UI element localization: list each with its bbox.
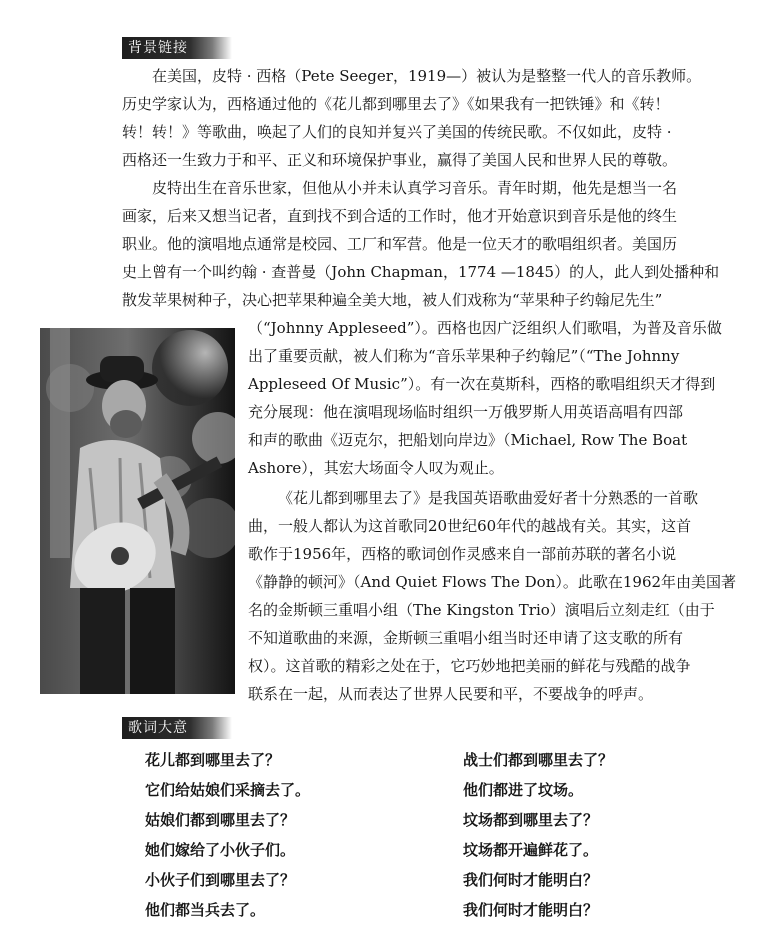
paragraph-line: 联系在一起，从而表达了世界人民要和平，不要战争的呼声。 xyxy=(248,685,654,703)
lyric-line: 它们给姑娘们采摘去了。 xyxy=(145,781,311,799)
background-section-header: 背景链接 xyxy=(122,37,232,59)
lyric-line: 坟场都到哪里去了？ xyxy=(463,811,599,829)
lyrics-body xyxy=(0,750,772,943)
lyric-line: 坟场都开遍鲜花了。 xyxy=(463,841,599,859)
lyric-line: 他们都进了坟场。 xyxy=(463,781,584,799)
lyrics-section-header: 歌词大意 xyxy=(122,717,232,739)
paragraph-line: 画家，后来又想当记者，直到找不到合适的工作时，他才开始意识到音乐是他的终生 xyxy=(122,207,678,225)
paragraph-line: 史上曾有一个叫约翰 · 查普曼（John Chapman，1774 —1845）的人，此人到处播种和 xyxy=(122,263,720,281)
paragraph-line: Ashore），其宏大场面令人叹为观止。 xyxy=(248,459,504,477)
paragraph-line: 出了重要贡献，被人们称为“音乐苹果种子约翰尼”（“The Johnny xyxy=(248,347,680,365)
paragraph-line: （“Johnny Appleseed”）。西格也因广泛组织人们歌唱，为普及音乐做 xyxy=(248,319,722,337)
man-playing-guitar-photo xyxy=(40,328,235,694)
paragraph-line: 散发苹果树种子，决心把苹果种遍全美大地，被人们戏称为“苹果种子约翰尼先生” xyxy=(122,291,663,309)
paragraph-line: 皮特出生在音乐世家，但他从小并未认真学习音乐。青年时期，他先是想当一名 xyxy=(152,179,678,197)
paragraph-line: 历史学家认为，西格通过他的《花儿都到哪里去了》《如果我有一把铁锤》和《转！ xyxy=(122,95,670,113)
paragraph-line: Appleseed Of Music”）。有一次在莫斯科，西格的歌唱组织天才得到 xyxy=(248,375,716,393)
lyric-line: 姑娘们都到哪里去了？ xyxy=(145,811,296,829)
paragraph-line: 《花儿都到哪里去了》是我国英语歌曲爱好者十分熟悉的一首歌 xyxy=(278,489,699,507)
paragraph-line: 名的金斯顿三重唱小组（The Kingston Trio）演唱后立刻走红（由于 xyxy=(248,601,715,619)
paragraph-line: 曲，一般人都认为这首歌同20世纪60年代的越战有关。其实，这首 xyxy=(248,517,692,535)
paragraph-line: 在美国，皮特 · 西格（Pete Seeger，1919—）被认为是整整一代人的音乐教师。 xyxy=(152,67,702,85)
lyric-line: 花儿都到哪里去了？ xyxy=(145,751,281,769)
paragraph-line: 职业。他的演唱地点通常是校园、工厂和军营。他是一位天才的歌唱组织者。美国历 xyxy=(122,235,678,253)
paragraph-line: 权）。这首歌的精彩之处在于，它巧妙地把美丽的鲜花与残酷的战争 xyxy=(248,657,691,675)
paragraph-line: 《静静的顿河》（And Quiet Flows The Don）。此歌在1962年由美国著 xyxy=(248,573,737,591)
paragraph-line: 歌作于1956年，西格的歌词创作灵感来自一部前苏联的著名小说 xyxy=(248,545,677,563)
paragraph-line: 充分展现：他在演唱现场临时组织一万俄罗斯人用英语高唱有四部 xyxy=(248,403,684,421)
lyric-line: 我们何时才能明白？ xyxy=(463,871,599,889)
paragraph-line: 转！转！》等歌曲，唤起了人们的良知并复兴了美国的传统民歌。不仅如此，皮特 · xyxy=(122,123,672,141)
paragraph-line: 和声的歌曲《迈克尔，把船划向岸边》（Michael, Row The Boat xyxy=(248,431,688,449)
lyric-line: 我们何时才能明白？ xyxy=(463,901,599,919)
lyric-line: 他们都当兵去了。 xyxy=(145,901,266,919)
paragraph-line: 不知道歌曲的来源，金斯顿三重唱小组当时还申请了这支歌的所有 xyxy=(248,629,684,647)
lyric-line: 她们嫁给了小伙子们。 xyxy=(145,841,296,859)
paragraph-line: 西格还一生致力于和平、正义和环境保护事业，赢得了美国人民和世界人民的尊敬。 xyxy=(122,151,678,169)
lyric-line: 战士们都到哪里去了？ xyxy=(463,751,614,769)
lyric-line: 小伙子们到哪里去了？ xyxy=(145,871,296,889)
